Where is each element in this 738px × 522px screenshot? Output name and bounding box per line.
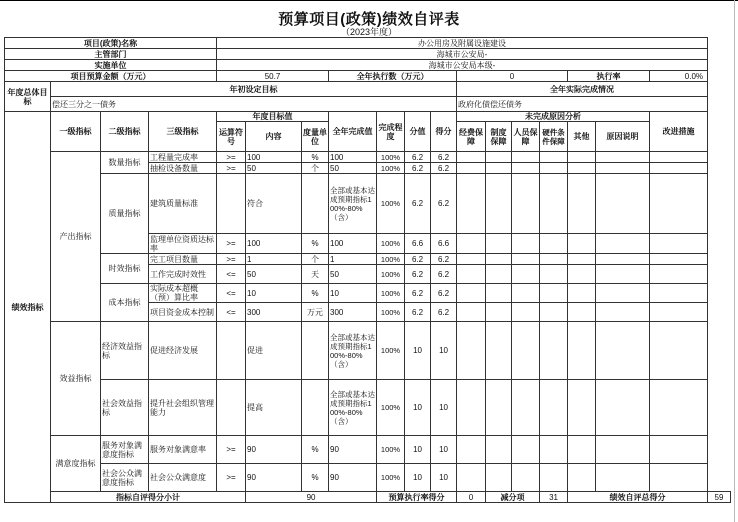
page-right-rule [734,0,735,522]
indicator-op: <= [217,303,246,322]
indicator-name: 项目资金成本控制 [149,303,217,322]
project-name-value: 办公用房及附属设施建设 [217,38,708,49]
indicator-actual: 50 [329,163,377,174]
indicator-actual: 10 [329,284,377,303]
group-public-sat: 社会公众满意度指标 [101,464,149,492]
initial-goal-header: 年初设定目标 [51,82,457,97]
indicator-actual: 100 [329,152,377,163]
initial-goal-value: 偿还三分之一债务 [51,97,457,112]
indicator-op [217,380,246,436]
indicator-unit: % [302,284,329,303]
indicator-degree: 100% [377,152,405,163]
perf-indicator-label: 绩效指标 [5,112,51,503]
col-got: 得分 [431,112,457,152]
subtotal-label: 指标自评得分小计 [51,492,246,503]
indicator-unit: 万元 [302,303,329,322]
indicator-op [217,174,246,234]
indicator-content: 100 [246,152,302,163]
indicator-score: 6.2 [405,265,431,284]
indicator-actual: 1 [329,254,377,265]
group-satisfaction: 满意度指标 [51,436,101,492]
annual-goal-label: 年度总体目标 [5,82,51,112]
indicator-content: 促进 [246,322,302,380]
indicator-got: 10 [431,436,457,464]
indicator-score: 10 [405,464,431,492]
budget-score-value: 0 [457,492,486,503]
col-degree: 完成程度 [377,112,405,152]
indicator-content: 90 [246,436,302,464]
indicator-actual: 全部或基本达成预期指标100%-80%（含） [329,322,377,380]
group-economic: 经济效益指标 [101,322,149,380]
group-time: 时效指标 [101,254,149,284]
indicator-unit: % [302,234,329,254]
indicator-content: 1 [246,254,302,265]
indicator-degree: 100% [377,436,405,464]
indicator-content: 提高 [246,380,302,436]
rate-value: 0.0% [650,71,708,82]
indicator-degree: 100% [377,254,405,265]
actual-goal-value: 政府化债偿还债务 [457,97,708,112]
indicator-actual: 90 [329,436,377,464]
indicator-actual: 300 [329,303,377,322]
indicator-score: 10 [405,322,431,380]
indicator-degree: 100% [377,464,405,492]
indicator-degree: 100% [377,174,405,234]
deduct-label: 减分项 [486,492,540,503]
total-value: 59 [708,492,731,503]
form-title: 预算项目(政策)绩效自评表 [278,11,460,28]
indicator-content: 10 [246,284,302,303]
indicator-got: 6.2 [431,265,457,284]
dept-label: 主管部门 [5,49,217,60]
indicator-actual: 全部或基本达成预期指标100%-80%（含） [329,174,377,234]
indicator-content: 符合 [246,174,302,234]
col-reason-other: 其他 [568,122,596,152]
subtotal-value: 90 [246,492,377,503]
indicator-name: 提升社会组织管理能力 [149,380,217,436]
indicator-op: >= [217,464,246,492]
col-reason-staff: 人员保障 [512,122,540,152]
indicator-op: >= [217,436,246,464]
col-op: 运算符号 [217,122,246,152]
group-quantity: 数量指标 [101,152,149,174]
unit-label: 实施单位 [5,60,217,71]
indicator-actual: 50 [329,265,377,284]
indicator-got: 6.2 [431,254,457,265]
form-subtitle: （2023年度） [340,27,398,37]
indicator-score: 6.2 [405,303,431,322]
indicator-content: 50 [246,265,302,284]
indicator-degree: 100% [377,234,405,254]
indicator-name: 监理单位资质达标率 [149,234,217,254]
budget-score-label: 预算执行率得分 [377,492,457,503]
col-reason-system: 制度保障 [486,122,512,152]
indicator-content: 50 [246,163,302,174]
indicator-name: 完工项目数量 [149,254,217,265]
actual-goal-header: 全年实际完成情况 [457,82,708,97]
group-social: 社会效益指标 [101,380,149,436]
col-reason-group: 未完成原因分析 [457,112,650,122]
group-output: 产出指标 [51,152,101,322]
indicator-content: 300 [246,303,302,322]
indicator-op: >= [217,152,246,163]
indicator-unit: % [302,464,329,492]
indicator-name: 社会公众满意度 [149,464,217,492]
col-target-group: 年度目标值 [217,112,329,122]
indicator-content: 100 [246,234,302,254]
indicator-score: 6.2 [405,174,431,234]
indicator-score: 6.2 [405,254,431,265]
indicator-actual: 全部或基本达成预期指标100%-80%（含） [329,380,377,436]
indicator-name: 工作完成时效性 [149,265,217,284]
indicator-score: 6.2 [405,152,431,163]
total-label: 绩效自评总得分 [568,492,708,503]
indicator-name: 抽检设备数量 [149,163,217,174]
indicator-name: 建筑质量标准 [149,174,217,234]
budget-value: 50.7 [217,71,329,82]
indicator-degree: 100% [377,322,405,380]
indicator-degree: 100% [377,284,405,303]
indicator-op: >= [217,163,246,174]
col-actual: 全年完成值 [329,112,377,152]
indicator-op [217,322,246,380]
rate-label: 执行率 [568,71,650,82]
indicator-score: 6.2 [405,163,431,174]
project-name-label: 项目(政策)名称 [5,38,217,49]
indicator-degree: 100% [377,380,405,436]
indicator-name: 服务对象满意率 [149,436,217,464]
indicator-op: >= [217,234,246,254]
group-quality: 质量指标 [101,174,149,254]
col-reason-hardware: 硬件条件保障 [540,122,568,152]
col-reason-funding: 经费保障 [457,122,486,152]
indicator-got: 10 [431,464,457,492]
indicator-degree: 100% [377,163,405,174]
indicator-got: 10 [431,380,457,436]
col-level2: 二级指标 [101,112,149,152]
indicator-got: 6.2 [431,284,457,303]
indicator-op: <= [217,284,246,303]
indicator-unit [302,380,329,436]
indicator-got: 6.2 [431,152,457,163]
indicator-actual: 100 [329,234,377,254]
indicator-score: 6.2 [405,284,431,303]
page-top-border [0,0,738,1]
indicator-name: 促进经济发展 [149,322,217,380]
indicator-content: 90 [246,464,302,492]
indicator-unit: 个 [302,163,329,174]
indicator-unit [302,174,329,234]
indicator-unit: % [302,436,329,464]
col-content: 内容 [246,122,302,152]
indicator-score: 10 [405,436,431,464]
indicator-unit: 个 [302,254,329,265]
indicator-name: 实际成本超概（预）算比率 [149,284,217,303]
indicator-unit: 天 [302,265,329,284]
indicator-got: 6.6 [431,234,457,254]
indicator-got: 6.2 [431,303,457,322]
dept-value: 海城市公安局- [217,49,708,60]
budget-label: 项目预算金额（万元） [5,71,217,82]
executed-label: 全年执行数（万元） [329,71,457,82]
indicator-unit: % [302,152,329,163]
deduct-value: 31 [540,492,568,503]
indicator-score: 10 [405,380,431,436]
indicator-degree: 100% [377,303,405,322]
indicator-op: <= [217,265,246,284]
col-level1: 一级指标 [51,112,101,152]
col-reason-note: 原因说明 [596,122,650,152]
group-cost: 成本指标 [101,284,149,322]
indicator-op: >= [217,254,246,265]
indicator-score: 6.6 [405,234,431,254]
executed-value: 0 [457,71,568,82]
col-score: 分值 [405,112,431,152]
group-service-sat: 服务对象满意度指标 [101,436,149,464]
evaluation-table [4,37,731,503]
unit-value: 海城市公安局本级- [217,60,708,71]
indicator-got: 6.2 [431,163,457,174]
indicator-got: 10 [431,322,457,380]
col-unit: 度量单位 [302,122,329,152]
indicator-name: 工程量完成率 [149,152,217,163]
col-level3: 三级指标 [149,112,217,152]
indicator-got: 6.2 [431,174,457,234]
indicator-degree: 100% [377,265,405,284]
indicator-actual: 90 [329,464,377,492]
group-benefit: 效益指标 [51,322,101,436]
indicator-unit [302,322,329,380]
col-fix: 改进措施 [650,112,708,152]
